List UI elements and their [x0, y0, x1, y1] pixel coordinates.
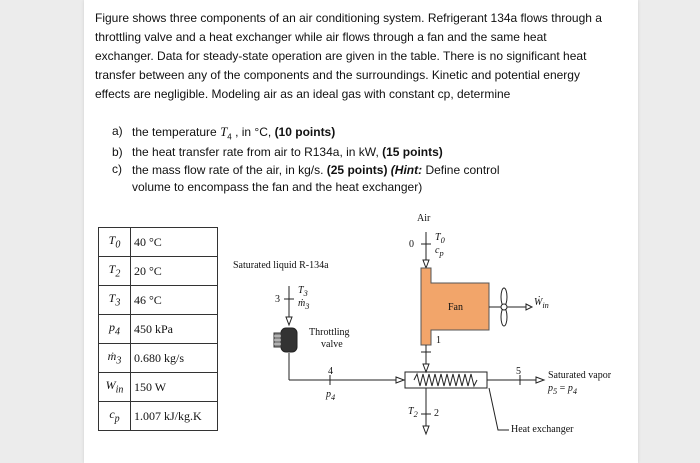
state5-label: 5	[516, 366, 521, 377]
state4-label: 4	[328, 366, 333, 377]
question-a-text-2: , in °C,	[231, 125, 275, 139]
fan-outlet-arrowhead	[423, 364, 429, 372]
symbol-cell: $T_2$	[99, 257, 131, 286]
refrigerant-arrowhead-4	[396, 377, 404, 383]
inlet-cp-label: $c_p$	[435, 245, 444, 258]
throttling-label-1: Throttling	[309, 327, 350, 338]
throttling-valve	[274, 328, 297, 352]
work-arrowhead	[526, 304, 532, 310]
refrigerant-inlet-arrowhead	[286, 317, 292, 325]
symbol-cell: ṁ$_3$	[99, 344, 131, 373]
heat-exchanger-coil	[414, 374, 477, 386]
question-a-var: T	[220, 124, 228, 139]
state2-temperature-label: $T_2$	[408, 406, 418, 419]
symbol-cell: $T_0$	[99, 228, 131, 257]
question-a-var-sub: 4	[227, 132, 232, 142]
refrigerant-outlet-arrowhead	[536, 377, 544, 383]
symbol-cell: $p_4$	[99, 315, 131, 344]
state4-pressure-label: $p_4$	[326, 389, 336, 402]
state3-label: 3	[275, 294, 280, 305]
heat-exchanger-label: Heat exchanger	[511, 424, 574, 435]
value-cell: 20 °C	[131, 257, 218, 286]
inlet-temperature-label: $T_0$	[435, 232, 445, 245]
question-c-hint: Define control volume to encompass the fan and the heat exchanger)	[132, 163, 500, 194]
fan-blade-top	[501, 288, 507, 306]
saturated-vapor-pressure-label: $p_5 = p_4$	[548, 383, 577, 396]
intro-paragraph: Figure shows three components of an air conditioning system. Refrigerant 134a flows through a throttling valve and a heat exchanger while air flows through a fan and the same heat exchanger. Data for steady-state operation are given in the table. There is no significant heat transfer between any of the components and the surroundings. Kinetic and potential energy effects are negligible. Modeling air as an ideal gas with constant cp, determine	[95, 11, 602, 101]
value-cell: 40 °C	[131, 228, 218, 257]
valve-body	[281, 328, 297, 352]
heat-exchanger-leader	[489, 388, 509, 430]
state1-label: 1	[436, 335, 441, 346]
value-cell: 0.680 kg/s	[131, 344, 218, 373]
symbol-cell: $W_{in}$	[99, 373, 131, 402]
saturated-vapor-label: Saturated vapor	[548, 370, 612, 381]
document-page	[84, 0, 638, 463]
throttling-label-2: valve	[321, 339, 343, 350]
state3-temperature-label: $T_3$	[298, 285, 308, 298]
symbol-cell: $c_p$	[99, 402, 131, 431]
value-cell: 1.007 kJ/kg.K	[131, 402, 218, 431]
value-cell: 450 kPa	[131, 315, 218, 344]
saturated-liquid-label: Saturated liquid R-134a	[233, 260, 329, 271]
air-inlet-arrowhead	[423, 260, 429, 268]
work-input-label: Ẇ$_{in}$	[534, 297, 549, 310]
value-cell: 46 °C	[131, 286, 218, 315]
state3-massflow-label: ṁ$_3$	[298, 298, 310, 311]
air-label: Air	[417, 213, 431, 224]
state0-label: 0	[409, 239, 414, 250]
question-a-text: the temperature	[132, 125, 221, 139]
question-b-label: b)	[112, 145, 123, 159]
question-a-points: (10 points)	[274, 125, 336, 139]
value-cell: 150 W	[131, 373, 218, 402]
fan-label: Fan	[448, 302, 463, 313]
question-b-text: the heat transfer rate from air to R134a, in kW,	[132, 145, 383, 159]
state2-label: 2	[434, 408, 439, 419]
question-c-text: the mass flow rate of the air, in kg/s.	[132, 163, 327, 177]
air-outlet-arrowhead	[423, 426, 429, 434]
fan-blade-bottom	[501, 308, 507, 326]
question-c-label: c)	[112, 162, 122, 176]
question-c-hint-label: (Hint:	[390, 163, 423, 177]
fan-hub	[501, 304, 507, 310]
symbol-cell: $T_3$	[99, 286, 131, 315]
question-a-label: a)	[112, 124, 123, 138]
question-c-points: (25 points)	[326, 163, 388, 177]
question-b-points: (15 points)	[382, 145, 443, 159]
